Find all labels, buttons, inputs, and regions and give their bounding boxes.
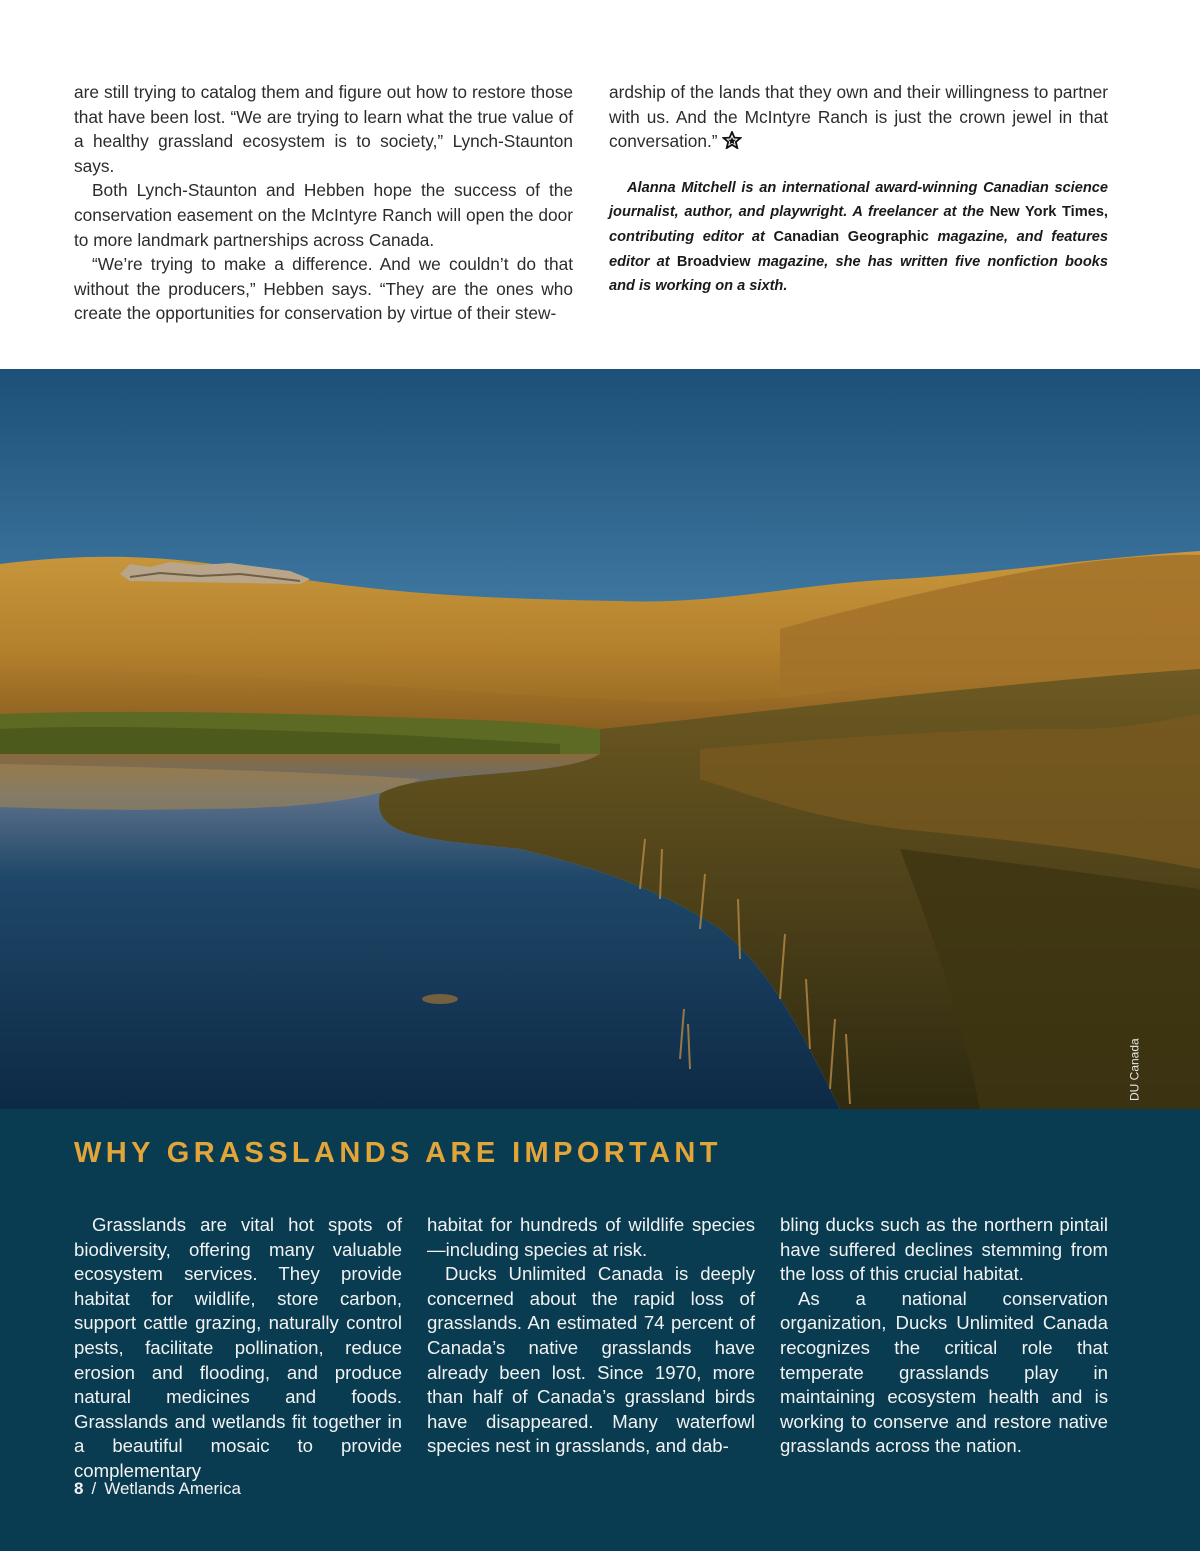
page-footer	[74, 1479, 241, 1499]
article-column-left	[74, 80, 573, 326]
bio-text: magazine, and features editor at	[609, 228, 1108, 270]
star-end-mark-icon	[722, 131, 742, 149]
article-body	[74, 80, 1108, 340]
article-column-right	[609, 80, 1108, 299]
sidebar-panel	[0, 1109, 1200, 1551]
bio-text: magazine, she has written five nonfiction books and is working on a sixth.	[609, 253, 1108, 295]
sidebar-title: WHY GRASSLANDS ARE IMPORTANT	[74, 1137, 722, 1169]
grassland-landscape-photo	[0, 369, 1200, 1109]
article-paragraph: “We’re trying to make a difference. And we couldn’t do that without the producers,” Hebben says. “They are the ones who create the opportunities for conservation by virtue of their stew-	[74, 254, 573, 324]
sidebar-paragraph: bling ducks such as the northern pintail have suffered declines stemming from the loss of this crucial habitat.	[780, 1214, 1108, 1285]
photo-credit: DU Canada	[1128, 1038, 1142, 1101]
sidebar-paragraph: Grasslands are vital hot spots of biodiversity, offering many valuable ecosystem services. They provide habitat for wildlife, store carbon, support cattle grazing, naturally control pests, facilitate pollination, reduce erosion and flooding, and produce natural medicines and foods. Grasslands and wetlands fit together in a beautiful mosaic to provide complementary	[74, 1214, 402, 1481]
bio-text: contributing editor at	[609, 228, 774, 245]
footer-separator: /	[91, 1479, 97, 1498]
page-number: 8	[74, 1479, 84, 1498]
bio-publication: Broadview	[676, 253, 751, 270]
bio-text: Alanna Mitchell is an international award-winning Canadian science journalist, author, and playwright. A freelancer at the	[609, 179, 1108, 221]
photo-illustration	[0, 369, 1200, 1109]
sidebar-column-1	[74, 1213, 402, 1484]
article-paragraph-end	[609, 80, 1108, 154]
publication-name: Wetlands America	[104, 1479, 241, 1498]
sidebar-column-2	[427, 1213, 755, 1459]
bio-publication: New York Times,	[989, 204, 1108, 221]
sidebar-paragraph: Ducks Unlimited Canada is deeply concerned about the rapid loss of grasslands. An estimated 74 percent of Canada’s native grasslands have already been lost. Since 1970, more than half of Canada’s grassland birds have disappeared. Many waterfowl species nest in grasslands, and dab-	[427, 1263, 755, 1457]
article-paragraph: are still trying to catalog them and figure out how to restore those that have been lost. “We are trying to learn what the true value of a healthy grassland ecosystem is to society,” Lynch-Staunton says.	[74, 82, 573, 176]
article-paragraph: ardship of the lands that they own and their willingness to partner with us. And the McIntyre Ranch is just the crown jewel in that conversation.”	[609, 82, 1108, 152]
author-bio	[609, 176, 1108, 299]
sidebar-paragraph: habitat for hundreds of wildlife species—including species at risk.	[427, 1214, 755, 1260]
article-paragraph: Both Lynch-Staunton and Hebben hope the success of the conservation easement on the McIntyre Ranch will open the door to more landmark partnerships across Canada.	[74, 180, 573, 250]
sidebar-column-3	[780, 1213, 1108, 1459]
bio-publication: Canadian Geographic	[773, 228, 929, 245]
sidebar-paragraph: As a national conservation organization, Ducks Unlimited Canada recognizes the critical role that temperate grasslands play in maintaining ecosystem health and is working to conserve and restore native grasslands across the nation.	[780, 1287, 1108, 1457]
